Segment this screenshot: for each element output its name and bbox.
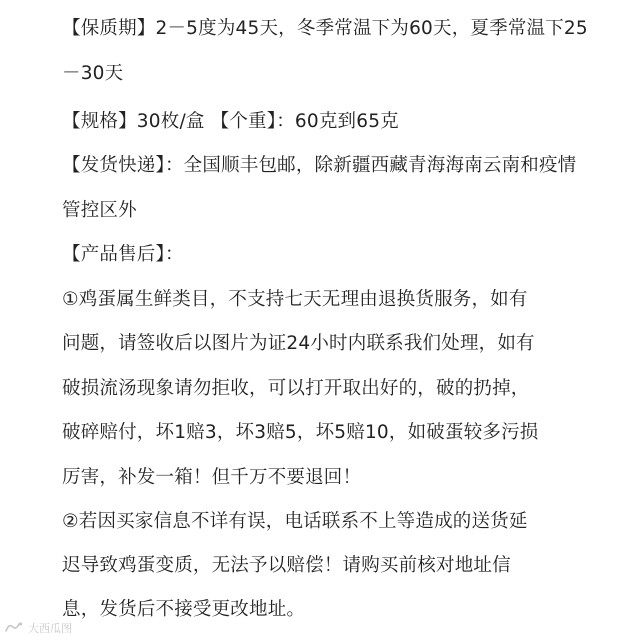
after-sales-item-1-line-5: 厉害，补发一箱！但千万不要退回！ [62,467,362,488]
after-sales-item-2-line-2: 迟导致鸡蛋变质，无法予以赔偿！请购买前核对地址信 [62,555,511,576]
shipping-continuation: 管控区外 [62,200,137,221]
after-sales-item-1-line-4: 破碎赔付，坏1赔3，坏3赔5，坏5赔10，如破蛋较多污损 [62,422,539,443]
watermark-logo-icon [4,621,24,635]
spec-line: 【规格】30枚/盒 【个重】：60克到65克 [62,111,399,132]
after-sales-item-2-line-1: ②若因买家信息不详有误，电话联系不上等造成的送货延 [62,511,528,532]
after-sales-item-2-line-3: 息，发货后不接受更改地址。 [62,599,306,620]
after-sales-item-1-line-3: 破损流汤现象请勿拒收，可以打开取出好的，破的扔掉， [62,378,530,399]
shelf-life-continuation: －30天 [62,63,124,84]
watermark [4,620,72,636]
after-sales-item-1-line-2: 问题，请签收后以图片为证24小时内联系我们处理，如有 [62,333,535,354]
after-sales-item-1-line-1: ①鸡蛋属生鲜类目，不支持七天无理由退换货服务，如有 [62,289,528,310]
shipping-line: 【发货快递】：全国顺丰包邮，除新疆西藏青海海南云南和疫情 [62,155,577,176]
watermark-text: 大西瓜图 [28,622,72,635]
shelf-life-line: 【保质期】2－5度为45天，冬季常温下为60天，夏季常温下25 [62,18,588,39]
after-sales-heading: 【产品售后】： [62,244,184,265]
